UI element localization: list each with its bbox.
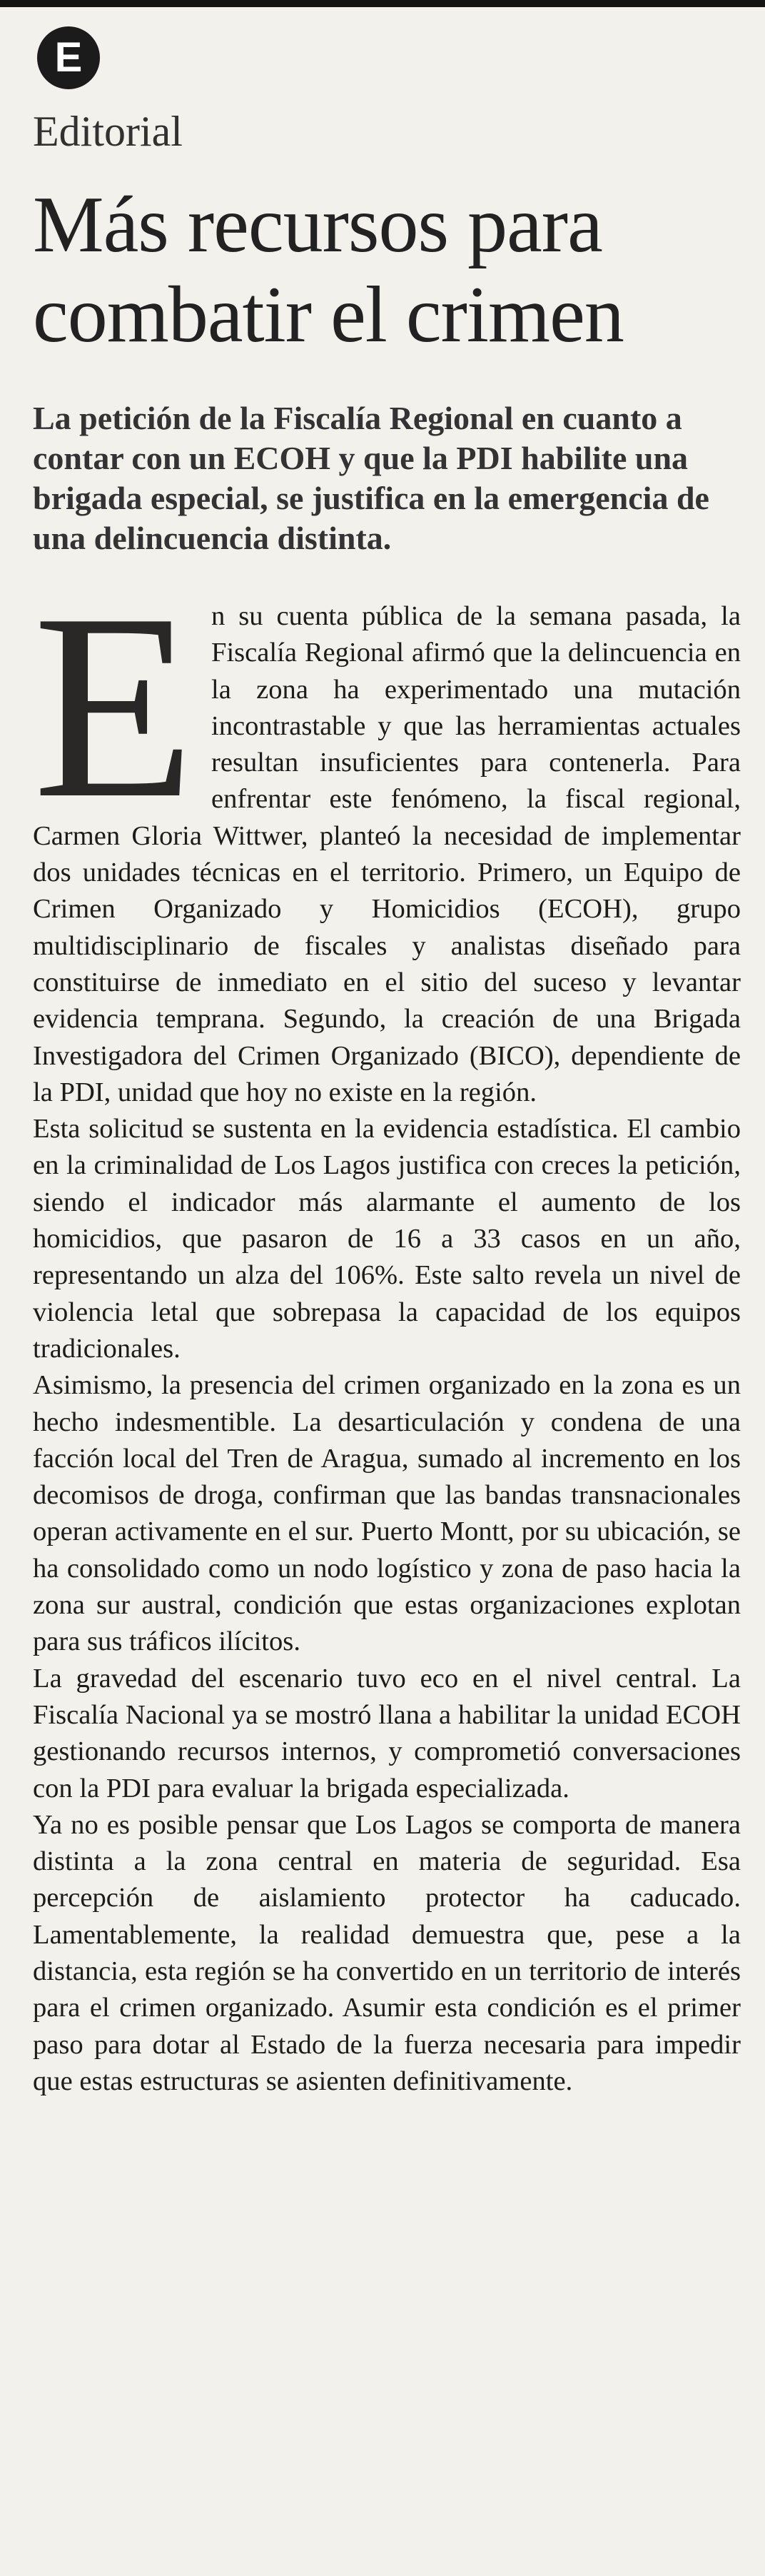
- paragraph-2: Esta solicitud se sustenta en la evidencia estadística. El cambio en la criminalidad de Los Lagos justifica con creces la petición, siendo el indicador más alarmante el aumento de los homicidios, que pasaron de 16 a 33 casos en un año, representando un alza del 106%. Este salto revela un nivel de violencia letal que sobrepasa la capacidad de los equipos tradicionales.: [33, 1114, 741, 1364]
- lede: La petición de la Fiscalía Regional en cuanto a contar con un ECOH y que la PDI habilite una brigada especial, se justifica en la emergencia de una delincuencia distinta.: [33, 400, 709, 556]
- headline: Más recursos para combatir el crimen: [33, 181, 624, 359]
- top-rule: [0, 0, 765, 7]
- article-body: [33, 560, 741, 2100]
- section-label: Editorial: [33, 108, 183, 155]
- drop-cap: E: [33, 560, 196, 853]
- paragraph-3: Asimismo, la presencia del crimen organizado en la zona es un hecho indesmentible. La desarticulación y condena de una facción local del Tren de Aragua, sumado al incremento en los decomisos de droga, confirman que las bandas transnacionales operan activamente en el sur. Puerto Montt, por su ubicación, se ha consolidado como un nodo logístico y zona de paso hacia la zona sur austral, condición que estas organizaciones explotan para sus tráficos ilícitos.: [33, 1370, 741, 1657]
- section-badge: E: [37, 26, 100, 89]
- paragraph-5: Ya no es posible pensar que Los Lagos se comporta de manera distinta a la zona central en materia de seguridad. Esa percepción de aislamiento protector ha caducado. Lamentablemente, la realidad demuestra que, pese a la distancia, esta región se ha convertido en un territorio de interés para el crimen organizado. Asumir esta condición es el primer paso para dotar al Estado de la fuerza necesaria para impedir que estas estructuras se asienten definitivamente.: [33, 1809, 741, 2096]
- paragraph-4: La gravedad del escenario tuvo eco en el nivel central. La Fiscalía Nacional ya se mostró llana a habilitar la unidad ECOH gestionando recursos internos, y comprometió conversaciones con la PDI para evaluar la brigada especializada.: [33, 1663, 741, 1803]
- paragraph-1: n su cuenta pública de la semana pasada, la Fiscalía Regional afirmó que la delincuencia en la zona ha experimentado una mutación incontrastable y que las herramientas actuales resultan insuficientes para contenerla. Para enfrentar este fenómeno, la fiscal regional, Carmen Gloria Wittwer, planteó la necesidad de implementar dos unidades técnicas en el territorio. Primero, un Equipo de Crimen Organizado y Homicidios (ECOH), grupo multidisciplinario de fiscales y analistas diseñado para constituirse de inmediato en el sitio del suceso y levantar evidencia temprana. Segundo, la creación de una Brigada Investigadora del Crimen Organizado (BICO), dependiente de la PDI, unidad que hoy no existe en la región.: [33, 601, 741, 1107]
